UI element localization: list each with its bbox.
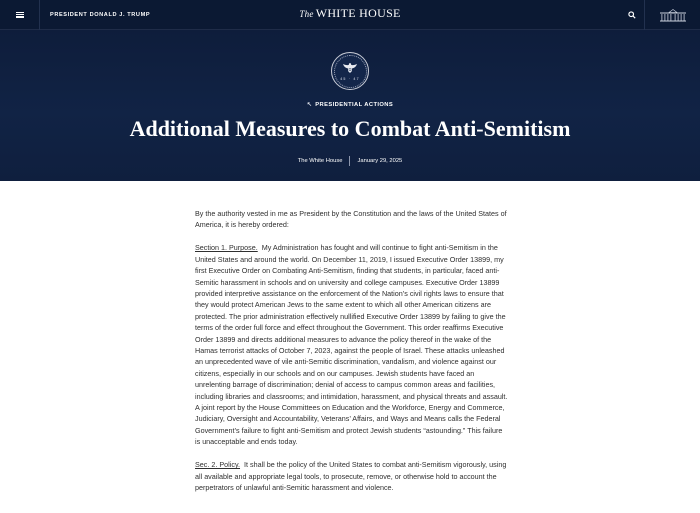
section-2-text: It shall be the policy of the United States to combat anti-Semitism vigorously, using all available and appropriate legal tools, to prosecute, remove, or otherwise hold to account the perpetrators of unlawful anti-Semitic harassment and violence. <box>195 460 507 492</box>
article-body <box>195 208 509 505</box>
eagle-icon <box>342 62 358 76</box>
white-house-building-icon[interactable] <box>659 9 687 22</box>
intro-paragraph: By the authority vested in me as President by the Constitution and the laws of the United States of America, it is hereby ordered: <box>195 209 507 230</box>
section-1-text: My Administration has fought and will continue to fight anti-Semitism in the United States and around the world. On December 11, 2019, I issued Executive Order 13899, my first Executive Order on Combating Anti-Semitism, finding that students, in particular, faced anti-Semitic harassment in schools and on university and college campuses. Executive Order 13899 provided interpretive assistance on the enforcement of the Nation’s civil rights laws to ensure that they would protect American Jews to the same extent to which all other American citizens are protected. The prior administration effectively nullified Executive Order 13899 by failing to give the terms of the order full force and effect throughout the Government. This order reaffirms Executive Order 13899 and directs additional measures to advance the policy thereof in the wake of the Hamas terrorist attacks of October 7, 2023, against the people of Israel. These attacks unleashed an unprecedented wave of vile anti-Semitic discrimination, vandalism, and violence against our citizens, especially in our schools and on our campuses. Jewish students have faced an unrelenting barrage of discrimination; denial of access to campus common areas and facilities, including libraries and classrooms; and intimidation, harassment, and physical threats and assault. A joint report by the House Committees on Education and the Workforce, Energy and Commerce, Judiciary, Oversight and Accountability, Veterans’ Affairs, and Ways and Means calls the Federal Government’s failure to fight anti-Semitism and protect Jewish students “astounding.” This failure is unacceptable and ends today. <box>195 243 508 447</box>
logo-main-text: WHITE HOUSE <box>315 6 401 20</box>
white-house-logo[interactable] <box>0 6 700 21</box>
section-1-heading: Section 1. Purpose. <box>195 243 258 253</box>
publish-date: January 29, 2025 <box>357 158 403 164</box>
section-2-heading: Sec. 2. Policy. <box>195 460 241 470</box>
article-header <box>0 30 700 181</box>
diagonal-arrow-icon: ↖ <box>306 102 313 108</box>
presidential-seal-icon <box>334 55 367 88</box>
white-house-home-button[interactable] <box>644 0 700 30</box>
top-navigation-bar <box>0 0 700 30</box>
page-title: Additional Measures to Combat Anti-Semitism <box>129 116 571 141</box>
article-meta <box>0 156 700 166</box>
category-link[interactable] <box>0 101 700 108</box>
category-label[interactable]: PRESIDENTIAL ACTIONS <box>315 102 394 108</box>
section-2-paragraph <box>195 459 509 493</box>
seal-numbers: 45 · 47 <box>340 76 360 81</box>
search-button[interactable] <box>620 0 644 30</box>
presidential-seal <box>331 52 369 90</box>
meta-divider <box>349 156 350 166</box>
search-icon[interactable] <box>628 11 636 19</box>
president-link[interactable]: PRESIDENT DONALD J. TRUMP <box>50 11 151 18</box>
author-label: The White House <box>297 158 343 164</box>
section-1-paragraph <box>195 242 509 447</box>
logo-the-text: The <box>299 9 314 19</box>
